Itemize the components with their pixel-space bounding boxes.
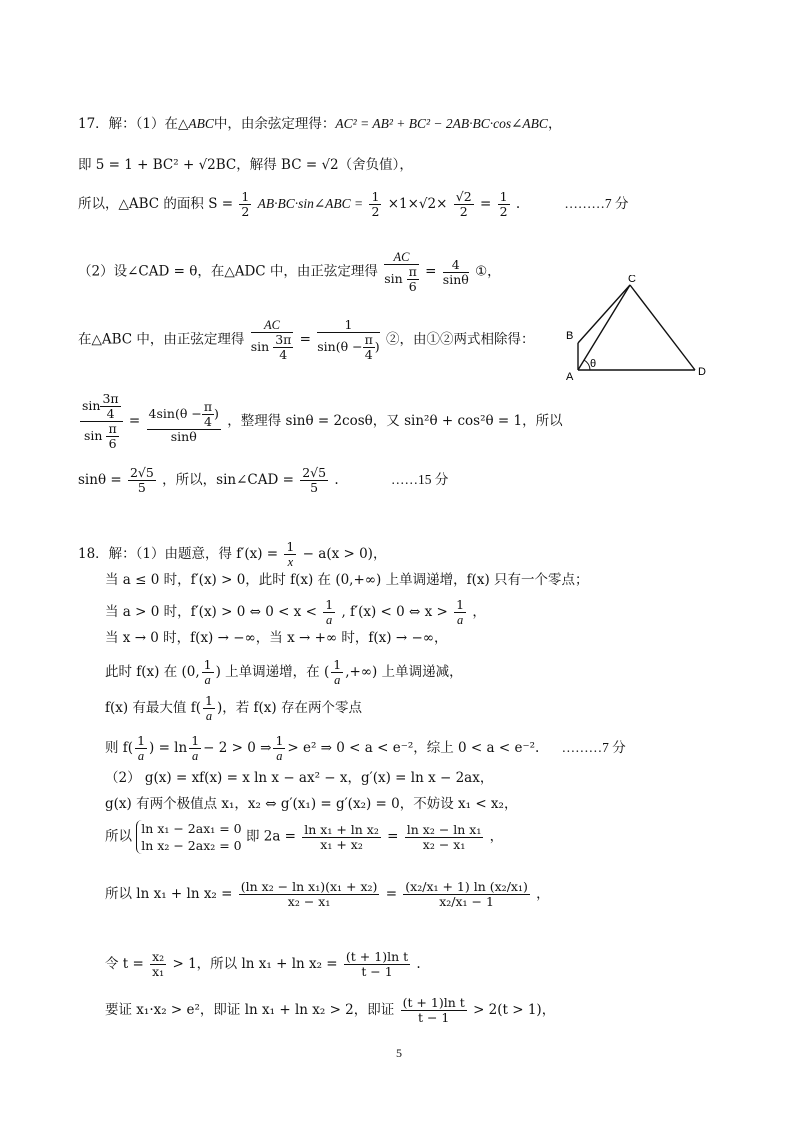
q18-part2-line-2: g(x) 有两个极值点 x₁，x₂ ⇔ g′(x₁) = g′(x₂) = 0，不妨设 x₁ < x₂， [105,796,518,812]
q18-line-4: 当 x → 0 时，f(x) → −∞，当 x → +∞ 时，f(x) → −∞， [105,630,448,646]
q17-part2-line-1: （2）设∠CAD = θ，在△ADC 中，由正弦定理得 AC sin $\frac{\pi}{6}$ = $\frac{4}{\sin\theta}$ ①， [78,250,501,294]
q18-line-1: 18．解：（1）由题意，得 f′(x) = $\frac{1}{x}$ − a(x > 0)， [78,539,387,569]
q18-line-7: 则 f( $\frac{1}{a}$ ) = ln $\frac{1}{a}$ − 2 > 0 ⇒ $\frac{1}{a}$ > e² ⇒ 0 < a < e⁻²，综上 0 < a < e⁻². ………7 分 [105,733,626,763]
fraction: AC sin $\frac{\pi}{6}$ [384,250,417,294]
fraction: $\frac{1}{a}$ [203,657,212,687]
fraction: $\frac{2√5}{5}$ [302,465,327,495]
fraction: sin $\frac{3\pi}{4}$ sin $\frac{\pi}{6}$ [80,392,123,451]
fraction: $\frac{1}{2}$ [499,189,508,219]
fraction: $\frac{√2}{2}$ [455,189,472,219]
fraction: $\frac{\text{(x₂/x₁ + 1) ln (x₂/x₁)}}{\text{x₂/x₁ − 1}}$ [405,879,528,909]
q18-line-2: 当 a ≤ 0 时，f′(x) > 0，此时 f(x) 在 (0,+∞) 上单调递增，f(x) 只有一个零点； [105,572,589,588]
score-mark: ……15 分 [390,472,449,487]
q18-line-5: 此时 f(x) 在 (0, $\frac{1}{a}$ ) 上单调递增，在 ( $\frac{1}{a}$ ,+∞) 上单调递减， [105,657,463,687]
label-theta: θ [590,358,597,370]
q18-line-3: 当 a > 0 时，f′(x) > 0 ⇔ 0 < x < $\frac{1}{a}$ , f′(x) < 0 ⇔ x > $\frac{1}{a}$ ， [105,597,486,627]
q17-part2-line-3: sin $\frac{3\pi}{4}$ sin $\frac{\pi}{6}$ = 4sin(θ − $\frac{\pi}{4}$ ) sinθ ，整理得 sinθ = 2cosθ，又 sin²θ + cos²θ = 1，所以 [82,391,563,451]
fraction: $\frac{\text{(ln x₂ − ln x₁)(x₁ + x₂)}}{\text{x₂ − x₁}}$ [240,879,378,909]
fraction: $\frac{1}{a}$ [275,733,284,763]
q18-part2-line-3: 所以 ln x₁ − 2ax₁ = 0 ln x₂ − 2ax₂ = 0 即 2a = $\frac{\text{ln x₁ + ln x₂}}{\text{x₁ + x₂}}$ = $\frac{\text{ln x₂ − ln x₁}}{\text{x₂ − x₁}}$ ， [105,821,504,853]
fraction: 4sin(θ − $\frac{\pi}{4}$ ) sinθ [148,398,219,444]
fraction: $\frac{1}{a}$ [456,597,465,627]
fraction: $\frac{2√5}{5}$ [129,465,154,495]
fraction: $\frac{\text{(t + 1)ln t}}{t - 1}$ [345,949,409,979]
fraction: 1 sin(θ − $\frac{\pi}{4}$ ) [317,317,380,362]
fraction: $\frac{1}{a}$ [205,693,213,723]
fraction: $\frac{1}{x}$ [286,539,295,569]
score-mark: ………7 分 [561,740,626,755]
q17-part2-line-4: sinθ = $\frac{2√5}{5}$ ，所以，sin∠CAD = $\frac{2√5}{5}$ . ……15 分 [78,465,449,495]
line-AC [578,285,630,370]
fraction: $\frac{1}{a}$ [191,733,200,763]
fraction: $\frac{\text{ln x₁ + ln x₂}}{\text{x₁ + x₂}}$ [304,821,379,852]
fraction: $\frac{1}{2}$ [371,189,380,219]
q18-part2-line-4: 所以 ln x₁ + ln x₂ = $\frac{\text{(ln x₂ − ln x₁)(x₁ + x₂)}}{\text{x₂ − x₁}}$ = $\frac{\text{(x₂/x₁ + 1) ln (x₂/x₁)}}{\text{x₂/x₁ − 1}}$ ， [105,879,550,909]
q17-part2-line-2: 在△ABC 中，由正弦定理得 AC sin $\frac{3\pi}{4}$ = 1 sin(θ − $\frac{\pi}{4}$ ) ②，由①②两式相除得： [78,317,535,362]
fraction: $\frac{1}{a}$ [333,657,342,687]
fraction: $\frac{1}{2}$ [241,189,250,219]
fraction: $\frac{1}{a}$ [325,597,334,627]
q17-line-2: 即 5 = 1 + BC² + √2BC，解得 BC = √2（舍负值）， [78,157,413,173]
fraction: $\frac{\text{(t + 1)ln t}}{t - 1}$ [402,995,465,1025]
q18-part2-line-1: （2） g(x) = xf(x) = x ln x − ax² − x，g′(x) = ln x − 2ax， [105,770,494,786]
score-mark: ………7 分 [564,196,629,211]
q18-part2-line-5: 令 t = $\frac{\text{x₂}}{\text{x₁}}$ > 1，所以 ln x₁ + ln x₂ = $\frac{\text{(t + 1)ln t}}{t - 1}$ . [105,949,421,979]
label-C: C [628,275,636,285]
label-D: D [698,366,706,378]
page-number: 5 [396,1046,402,1060]
q18-part2-line-6: 要证 x₁·x₂ > e²，即证 ln x₁ + ln x₂ > 2，即证 $\frac{\text{(t + 1)ln t}}{t - 1}$ > 2(t > 1)， [105,995,556,1025]
q17-line-3: 所以，△ABC 的面积 S = $\frac{1}{2}$ AB·BC·sin∠ABC = $\frac{1}{2}$ ×1×√2× $\frac{√2}{2}$ = $\frac{1}{2}$ . ………7 分 [78,189,629,219]
fraction: $\frac{\text{ln x₂ − ln x₁}}{\text{x₂ − x₁}}$ [406,821,482,852]
q18-line-6: f(x) 有最大值 f( $\frac{1}{a}$ )，若 f(x) 存在两个零点 [105,693,362,723]
label-B: B [566,330,574,342]
q17-line-1: 17．解：（1）在△ABC中，由余弦定理得：AC² = AB² + BC² − 2AB·BC·cos∠ABC， [78,116,562,132]
equation-system: ln x₁ − 2ax₁ = 0 ln x₂ − 2ax₂ = 0 [136,820,241,854]
label-A: A [566,371,574,383]
fraction: $\frac{1}{a}$ [137,733,146,763]
fraction: AC sin $\frac{3\pi}{4}$ [250,318,292,362]
line-BC [578,285,630,343]
fraction: $\frac{4}{\sin\theta}$ [442,256,469,287]
fraction: $\frac{\text{x₂}}{\text{x₁}}$ [152,949,165,979]
cosine-law: AC² = AB² + BC² − 2AB·BC·cos∠ABC [335,116,548,131]
line-CD [630,285,695,370]
triangle-diagram [560,275,720,385]
